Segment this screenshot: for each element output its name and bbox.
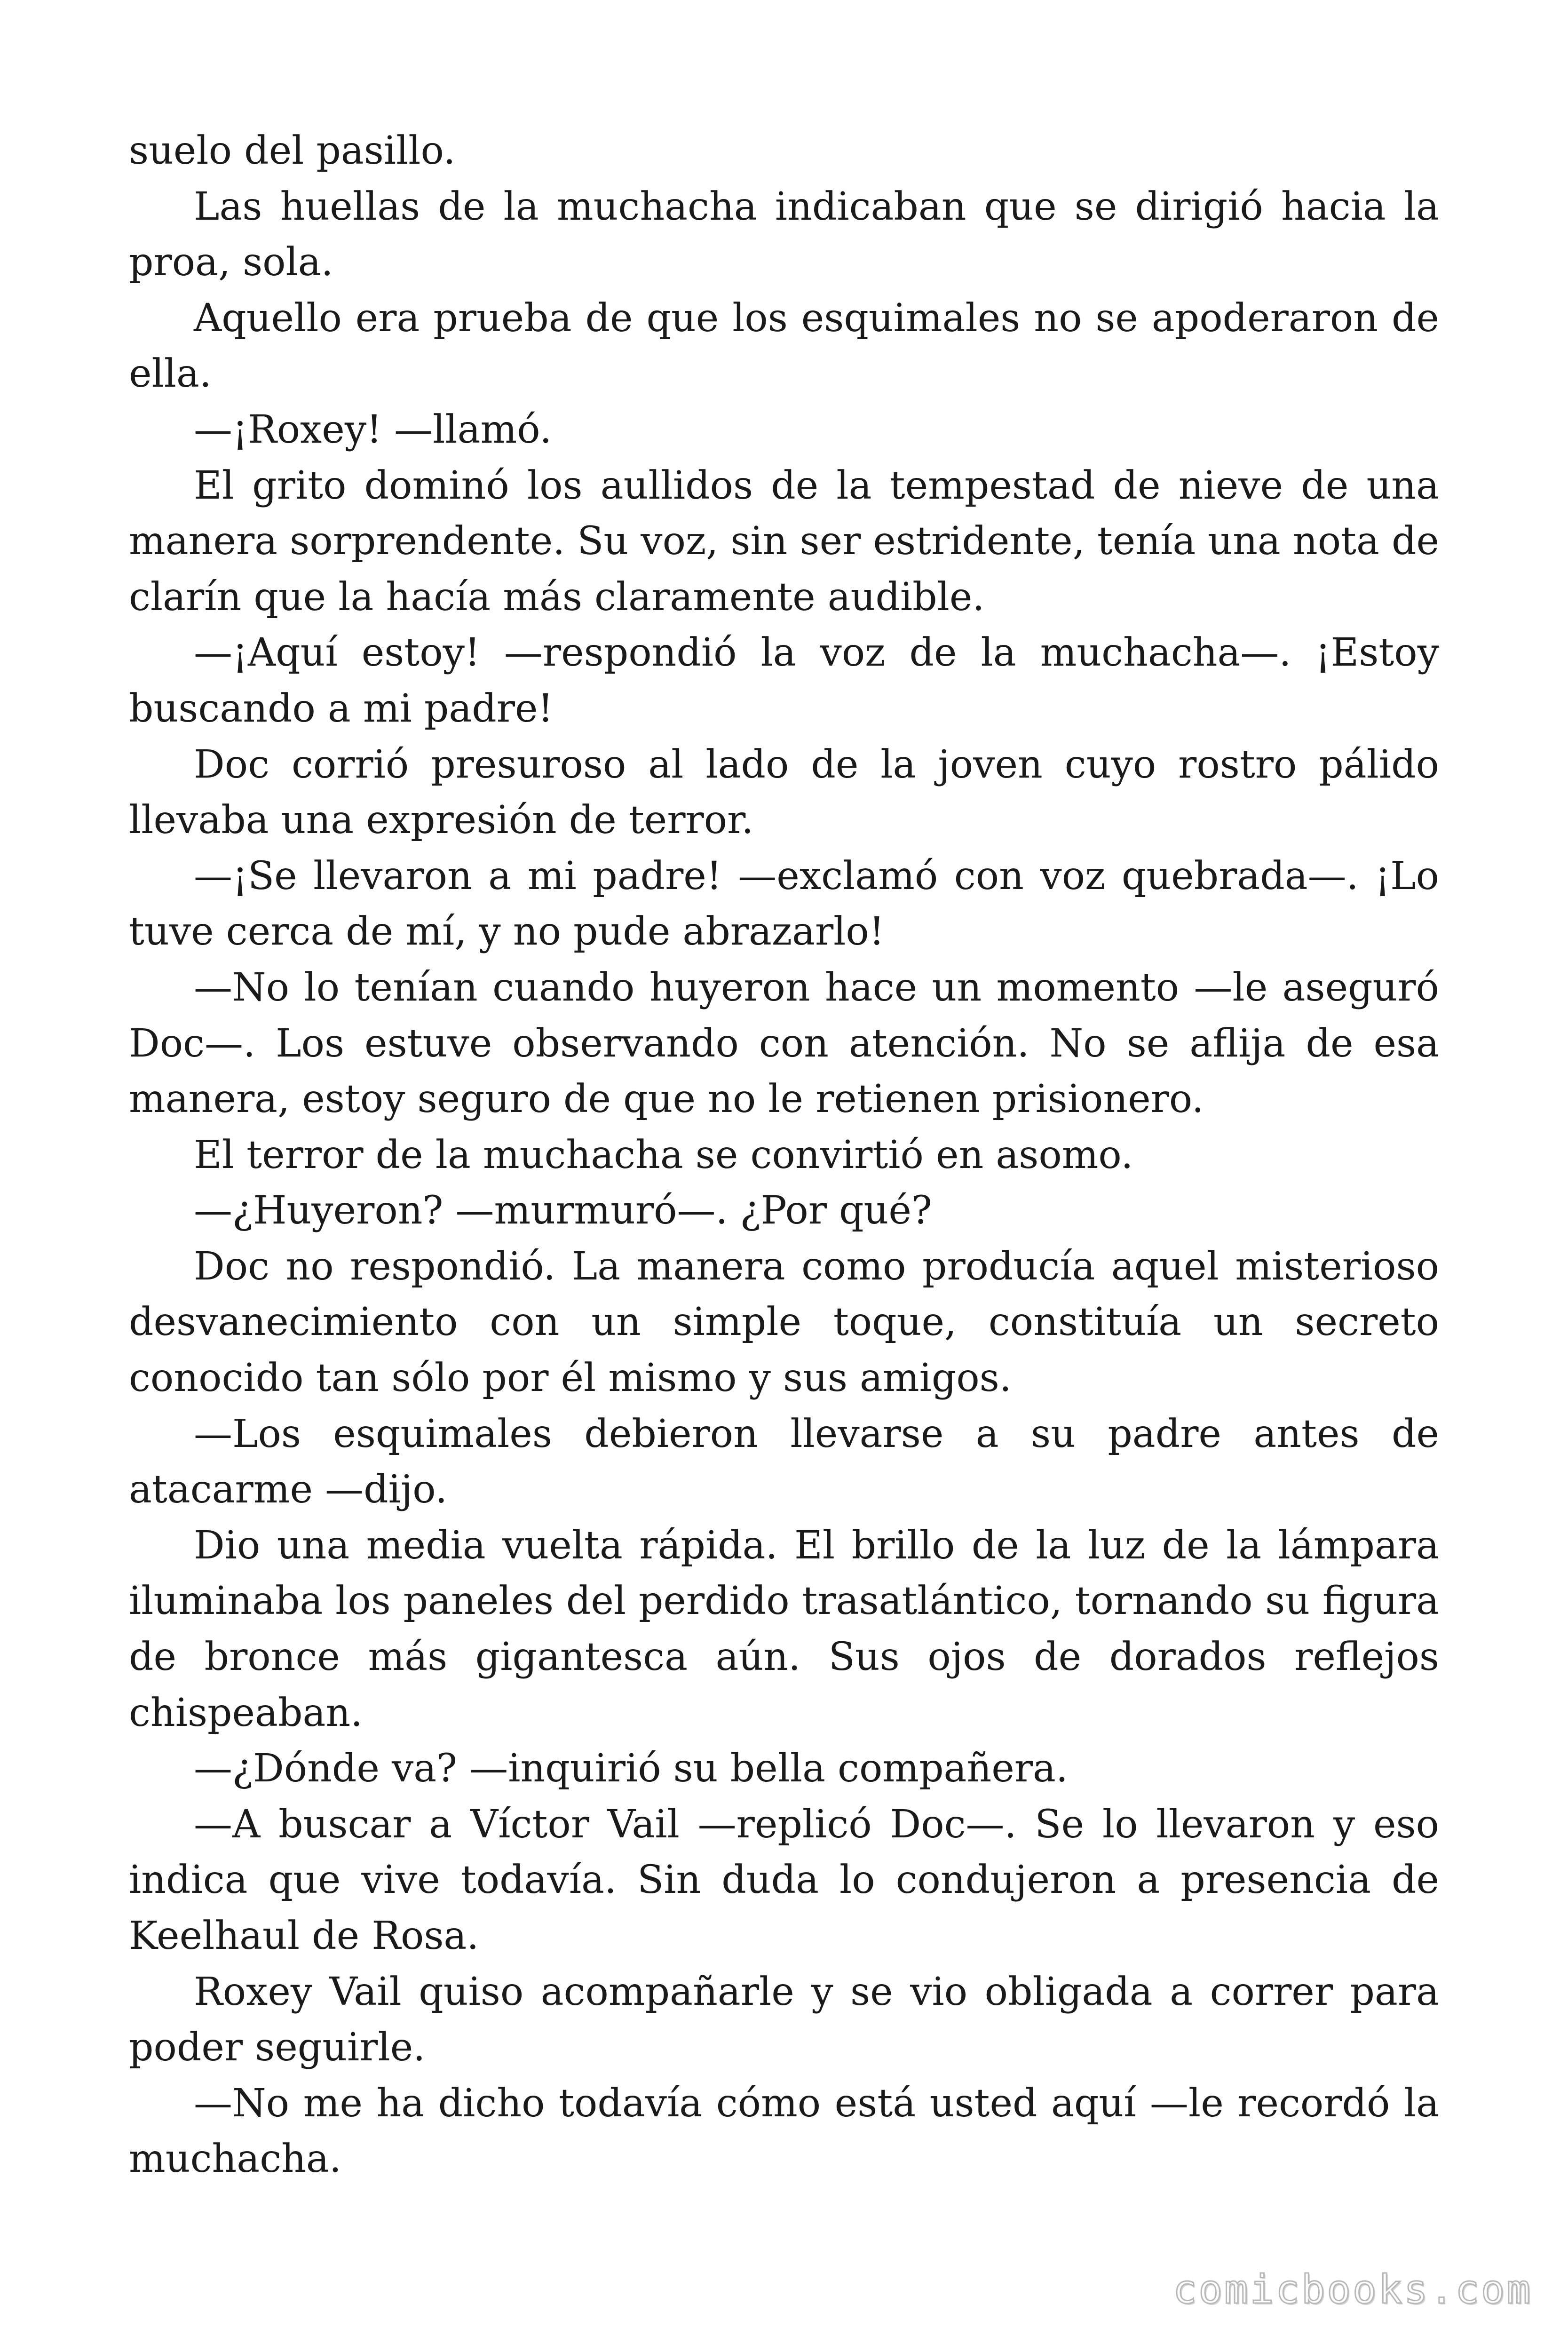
paragraph: Doc no respondió. La manera como producía aquel misterioso desvanecimiento con un simple toque, constituía un secreto conocido tan sólo por él mismo y sus amigos. — [129, 1244, 1439, 1401]
watermark-logo: comicbooks.com — [1172, 2266, 1532, 2312]
paragraph: El grito dominó los aullidos de la tempestad de nieve de una manera sorprendente. Su voz, sin ser estridente, tenía una nota de clarín que la hacía más claramente audible. — [129, 463, 1439, 620]
paragraph: —¡Roxey! —llamó. — [194, 407, 552, 452]
paragraph: Doc corrió presuroso al lado de la joven cuyo rostro pálido llevaba una expresión de terror. — [129, 742, 1439, 843]
paragraph: —Los esquimales debieron llevarse a su padre antes de atacarme —dijo. — [129, 1411, 1439, 1512]
paragraph: El terror de la muchacha se convirtió en asomo. — [194, 1132, 1133, 1177]
paragraph: Las huellas de la muchacha indicaban que se dirigió hacia la proa, sola. — [129, 184, 1439, 285]
paragraph: —No lo tenían cuando huyeron hace un momento —le aseguró Doc—. Los estuve observando con atención. No se aflija de esa manera, estoy seguro de que no le retienen prisionero. — [129, 965, 1439, 1122]
paragraph: Dio una media vuelta rápida. El brillo de la luz de la lámpara iluminaba los paneles del perdido trasatlántico, tornando su figura de bronce más gigantesca aún. Sus ojos de dorados reflejos chispeaban. — [129, 1523, 1439, 1735]
paragraph: —¡Se llevaron a mi padre! —exclamó con voz quebrada—. ¡Lo tuve cerca de mí, y no pude abrazarlo! — [129, 853, 1439, 954]
paragraph: Aquello era prueba de que los esquimales no se apoderaron de ella. — [129, 295, 1439, 397]
body-text — [129, 123, 1439, 2187]
paragraph: —¿Huyeron? —murmuró—. ¿Por qué? — [194, 1188, 932, 1233]
paragraph: —A buscar a Víctor Vail —replicó Doc—. Se lo llevaron y eso indica que vive todavía. Sin duda lo condujeron a presencia de Keelhaul de Rosa. — [129, 1802, 1439, 1958]
paragraph: Roxey Vail quiso acompañarle y se vio obligada a correr para poder seguirle. — [129, 1969, 1439, 2070]
paragraph: —No me ha dicho todavía cómo está usted aquí —le recordó la muchacha. — [129, 2081, 1439, 2182]
paragraph: —¡Aquí estoy! —respondió la voz de la muchacha—. ¡Estoy buscando a mi padre! — [129, 630, 1439, 731]
paragraph: suelo del pasillo. — [129, 128, 456, 173]
paragraph: —¿Dónde va? —inquirió su bella compañera. — [194, 1746, 1068, 1791]
